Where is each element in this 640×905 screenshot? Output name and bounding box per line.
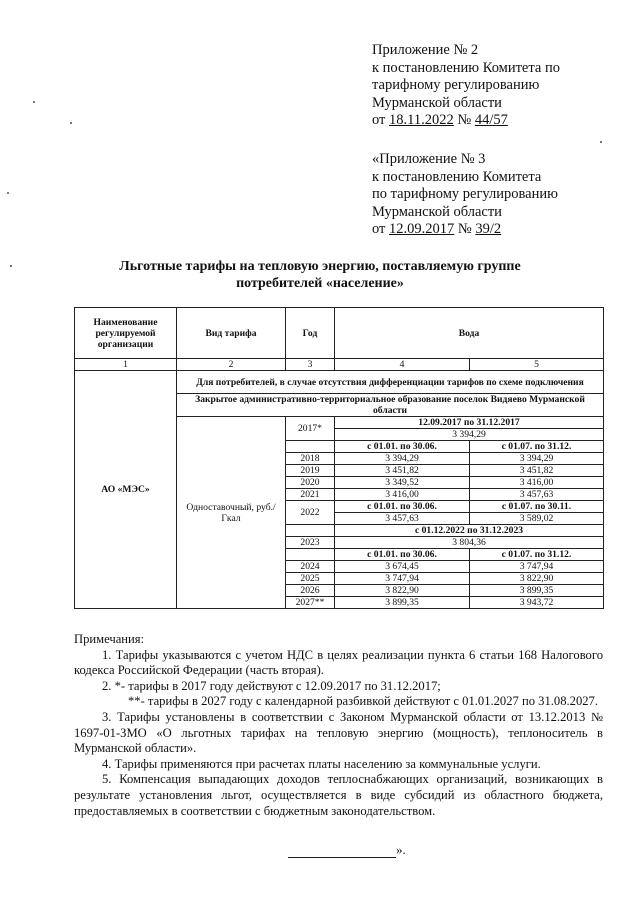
note-4: 4. Тарифы применяются при расчетах платы населению за коммунальные услуги.: [102, 756, 541, 771]
tariff-table: [74, 307, 604, 609]
tariff-type-cell: Одноставочный, руб./Гкал: [177, 417, 286, 609]
quoted-appendix-line5: [372, 221, 558, 239]
half2-label-b: с 01.07. по 31.12.: [470, 549, 604, 561]
year-cell: 2024: [286, 561, 335, 573]
signature-line: [288, 846, 396, 858]
note-1: 1. Тарифы указываются с учетом НДС в целях реализации пункта 6 статьи 168 Налогового кодекса Российской Федерации (часть вторая).: [74, 647, 603, 678]
org-name-cell: АО «МЭС»: [75, 371, 177, 609]
value-h1: 3 899,35: [335, 597, 470, 609]
value-h2: 3 899,35: [470, 585, 604, 597]
header-org: Наименование регулируемой организации: [75, 308, 177, 359]
value-h1: 3 416,00: [335, 489, 470, 501]
appendix-date-prefix: от: [372, 112, 390, 129]
value-h1: 3 349,52: [335, 477, 470, 489]
scan-speck: [10, 265, 12, 267]
year-cell-2023: 2023: [286, 537, 335, 549]
value-h2: 3 416,00: [470, 477, 604, 489]
note-3: 3. Тарифы установлены в соответствии с Законом Мурманской области от 13.12.2013 № 1697-01-ЗМО «О льготных тарифах на тепловую энергию (мощность), теплоноситель в Мурманской области».: [74, 709, 603, 756]
year-cell: 2026: [286, 585, 335, 597]
header-tariff-type: Вид тарифа: [177, 308, 286, 359]
appendix-header: [372, 42, 560, 130]
quoted-appendix-line2: к постановлению Комитета: [372, 168, 542, 185]
value-h2: 3 747,94: [470, 561, 604, 573]
col-num-5: 5: [470, 359, 604, 371]
half2-label: с 01.07. по 31.12.: [470, 441, 604, 453]
half1-label-b: с 01.01. по 30.06.: [335, 549, 470, 561]
value-h1: 3 674,45: [335, 561, 470, 573]
year-cell: 2019: [286, 465, 335, 477]
header-year: Год: [286, 308, 335, 359]
empty-year-cell: [286, 525, 335, 537]
appendix-line1: Приложение № 2: [372, 42, 479, 58]
title-line1: Льготные тарифы на тепловую энергию, поставляемую группе: [119, 259, 521, 274]
table-header-row: [75, 308, 604, 359]
appendix-line4: Мурманской области: [372, 94, 502, 111]
appendix-line5: [372, 112, 560, 130]
note-5: 5. Компенсация выпадающих доходов теплоснабжающих организаций, возникающих в результате установления льгот, осуществляется в виде субсидий из областного бюджета, предоставляемых в соответствии с бюджетным законодательством.: [74, 772, 603, 818]
value-h1: 3 747,94: [335, 573, 470, 585]
section-consumers: Для потребителей, в случае отсутствия дифференциации тарифов по схеме подключения: [177, 371, 604, 394]
section-row-consumers: [75, 371, 604, 394]
period-2017: 12.09.2017 по 31.12.2017: [335, 417, 604, 429]
appendix-number-sign: №: [453, 112, 475, 129]
scan-speck: [33, 101, 35, 103]
period-2023: с 01.12.2022 по 31.12.2023: [335, 525, 604, 537]
title-line2: потребителей «население»: [236, 276, 404, 291]
value-h1: 3 451,82: [335, 465, 470, 477]
note-2b: **- тарифы в 2027 году с календарной разбивкой действуют с 01.01.2027 по 31.08.2027.: [128, 694, 598, 709]
value-h1: 3 822,90: [335, 585, 470, 597]
closing-quote: ».: [396, 842, 406, 857]
empty-year-cell: [286, 549, 335, 561]
scan-speck: [70, 122, 72, 124]
value-h2: 3 589,02: [470, 513, 604, 525]
appendix-line3: тарифному регулированию: [372, 77, 540, 94]
value-h2: 3 822,90: [470, 573, 604, 585]
notes-heading: Примечания:: [74, 632, 145, 646]
year-cell: 2025: [286, 573, 335, 585]
quoted-appendix-number: 39/2: [475, 221, 502, 238]
section-territory: Закрытое административно-территориальное образование поселок Видяево Мурманской области: [177, 394, 604, 417]
header-water: Вода: [335, 308, 604, 359]
value-h2: 3 394,29: [470, 453, 604, 465]
notes-block: [74, 632, 603, 819]
document-title: [60, 258, 580, 292]
year-cell: 2020: [286, 477, 335, 489]
quoted-appendix-number-sign: №: [454, 221, 476, 238]
year-cell: 2021: [286, 489, 335, 501]
year-cell: 2018: [286, 453, 335, 465]
appendix-number: 44/57: [474, 112, 508, 129]
quoted-appendix-line1: «Приложение № 3: [372, 151, 486, 167]
value-2017: 3 394,29: [335, 429, 604, 441]
col-num-1: 1: [75, 359, 177, 371]
half2-label-2022: с 01.07. по 30.11.: [470, 501, 604, 513]
value-h2: 3 943,72: [470, 597, 604, 609]
value-h1: 3 457,63: [335, 513, 470, 525]
year-cell-2022: 2022: [286, 501, 335, 525]
column-number-row: [75, 359, 604, 371]
col-num-3: 3: [286, 359, 335, 371]
closing-line: [288, 842, 406, 858]
value-h2: 3 451,82: [470, 465, 604, 477]
appendix-line2: к постановлению Комитета по: [372, 59, 560, 76]
quoted-appendix-date: 12.09.2017: [389, 221, 455, 238]
col-num-4: 4: [335, 359, 470, 371]
half1-label: с 01.01. по 30.06.: [335, 441, 470, 453]
empty-year-cell: [286, 441, 335, 453]
note-2: 2. *- тарифы в 2017 году действуют с 12.09.2017 по 31.12.2017;: [102, 678, 441, 693]
quoted-appendix-line4: Мурманской области: [372, 203, 502, 220]
year-cell-2017: 2017*: [286, 417, 335, 441]
value-2023: 3 804,36: [335, 537, 604, 549]
value-h2: 3 457,63: [470, 489, 604, 501]
quoted-appendix-header: [372, 151, 558, 239]
col-num-2: 2: [177, 359, 286, 371]
quoted-appendix-date-prefix: от: [372, 221, 390, 238]
appendix-date: 18.11.2022: [389, 112, 454, 129]
value-h1: 3 394,29: [335, 453, 470, 465]
quoted-appendix-line3: по тарифному регулированию: [372, 186, 558, 203]
year-cell: 2027**: [286, 597, 335, 609]
scan-speck: [7, 192, 9, 194]
half1-label-2022: с 01.01. по 30.06.: [335, 501, 470, 513]
scan-speck: [600, 141, 602, 143]
